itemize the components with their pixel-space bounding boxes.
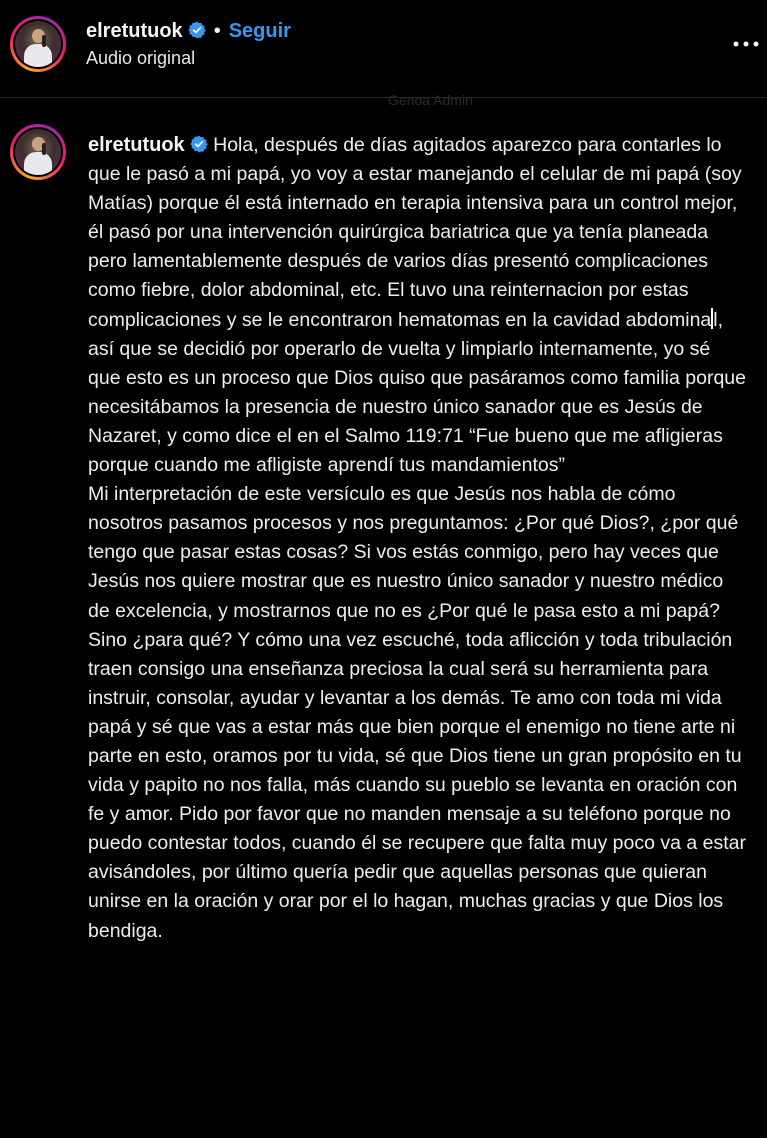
background-ghost-text: Genoa Admin xyxy=(388,92,473,108)
caption-avatar[interactable] xyxy=(10,124,66,180)
profile-avatar[interactable] xyxy=(10,16,66,72)
more-horizontal-icon[interactable] xyxy=(732,36,760,52)
post-header xyxy=(0,0,767,98)
verified-badge-icon xyxy=(190,135,208,153)
header-user-line xyxy=(86,17,291,45)
separator-dot: • xyxy=(213,20,221,42)
header-username[interactable]: elretutuok xyxy=(86,20,183,42)
caption-body-part1: Hola, después de días agitados aparezco para contarles lo que le pasó a mi papá, yo voy a estar manejando el celular de mi papá (soy Matías) porque él está internado en terapia intensiva para un control mejor, él pasó por una intervención quirúrgica bariatrica que ya tenía planeada pero lamentablemente después de varios días presentó complicaciones como fiebre, dolor abdominal, etc. El tuvo una reinternacion por estas complicaciones y se le encontraron hematomas en la cavidad abdomina xyxy=(88,134,742,331)
caption-text xyxy=(88,131,748,946)
verified-badge-icon xyxy=(188,21,206,39)
caption-body-part2: l, así que se decidió por operarlo de vuelta y limpiarlo internamente, yo sé que esto es un proceso que Dios quiso que pasáramos como familia porque necesitábamos la presencia de nuestro único sanador que es Jesús de Nazaret, y como dice el en el Salmo 119:71 “Fue bueno que me afligieras porque cuando me afligiste aprendí tus mandamientos” Mi interpretación de este versículo es que Jesús nos habla de cómo nosotros pasamos procesos y nos preguntamos: ¿Por qué Dios?, ¿por qué tengo que pasar estas cosas? Si vos estás conmigo, pero hay veces que Jesús nos quiere mostrar que es nuestro único sanador y nuestro médico de excelencia, y mostrarnos que no es ¿Por qué le pasa esto a mi papá? Sino ¿para qué? Y cómo una vez escuché, toda aflicción y toda tribulación traen consigo una enseñanza preciosa la cual será su herramienta para instruir, consolar, ayudar y levantar a los demás. Te amo con toda mi vida papá y sé que vas a estar más que bien porque el enemigo no tiene arte ni parte en esto, oramos por tu vida, sé que Dios tiene un gran propósito en tu vida y papito no nos falla, más cuando su pueblo se levanta en oración con fe y amor. Pido por favor que no manden mensaje a su teléfono porque no puedo contestar todos, cuando él se recupere que falta muy poco va a estar avisándoles, por último quería pedir que aquellas personas que quieran unirse en la oración y orar por el lo hagan, muchas gracias y que Dios los bendiga. xyxy=(88,308,747,942)
caption-username[interactable]: elretutuok xyxy=(88,134,185,156)
follow-button[interactable]: Seguir xyxy=(228,20,291,42)
audio-original-link[interactable]: Audio original xyxy=(86,48,196,68)
